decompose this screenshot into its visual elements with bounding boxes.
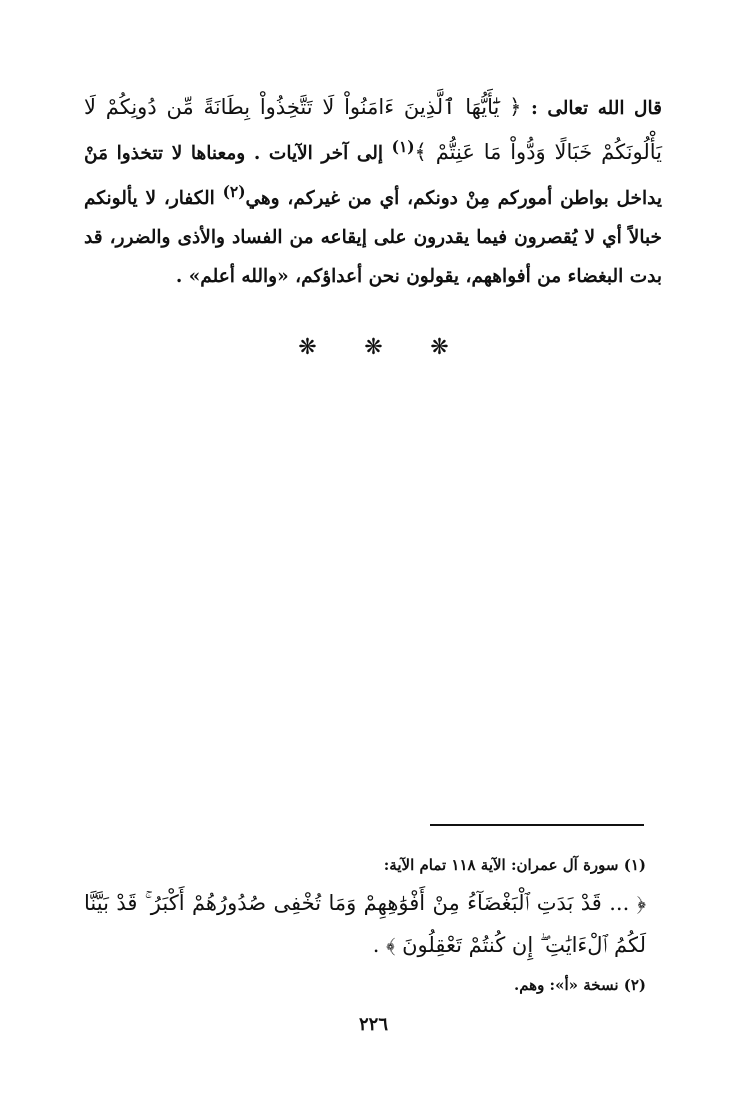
footnote-1: (١) سورة آل عمران: الآية ١١٨ تمام الآية: — [383, 856, 646, 874]
separator-star-icon: ❋ — [430, 335, 449, 360]
footnote-divider — [430, 824, 644, 826]
paragraph-text-1: إلى آخر الآيات . ومعناها لا تتخذوا مَنْ يداخل بواطن أموركم مِنْ دونكم، أي من غيركم، وهي — [84, 143, 662, 210]
footnote-2: (٢) نسخة «أ»: وهم. — [513, 976, 646, 994]
footnote-1-verse: ﴿ ... قَدْ بَدَتِ ٱلْبَغْضَآءُ مِنْ أَفْوَٰهِهِمْ وَمَا تُخْفِى صُدُورُهُمْ أَكْبَرُ ۚ قَدْ بَيَّنَّا لَكُمُ ٱلْءَايَٰتِ ۖ إِن كُنتُمْ تَعْقِلُونَ ﴾ . — [84, 891, 646, 957]
section-separator — [0, 335, 747, 360]
main-text-block — [84, 88, 662, 296]
separator-star-icon: ❋ — [298, 335, 317, 360]
quran-verse-quote: ﴿ يَٰٓأَيُّهَا ٱلَّذِينَ ءَامَنُواْ لَا تَتَّخِذُواْ بِطَانَةً مِّن دُونِكُمْ لَا يَأْلُونَكُمْ خَبَالًا وَدُّواْ مَا عَنِتُّمْ ﴾ — [84, 95, 663, 165]
footnotes-block — [84, 850, 646, 1000]
main-paragraph — [84, 88, 662, 296]
page-number: ٢٢٦ — [358, 1014, 388, 1035]
paragraph-text-2: الكفار، لا يألونكم خبالاً أي لا يُقصرون فيما يقدرون على إيقاعه من الفساد والأذى والضرر، قد بدت البغضاء من أفواههم، يقولون نحن أعداؤكم، «والله أعلم» . — [84, 188, 662, 288]
paragraph-intro: قال الله تعالى : — [521, 98, 662, 119]
separator-star-icon: ❋ — [364, 335, 383, 360]
footnote-marker-1: (١) — [391, 138, 415, 156]
footnote-marker-2: (٢) — [222, 183, 246, 202]
